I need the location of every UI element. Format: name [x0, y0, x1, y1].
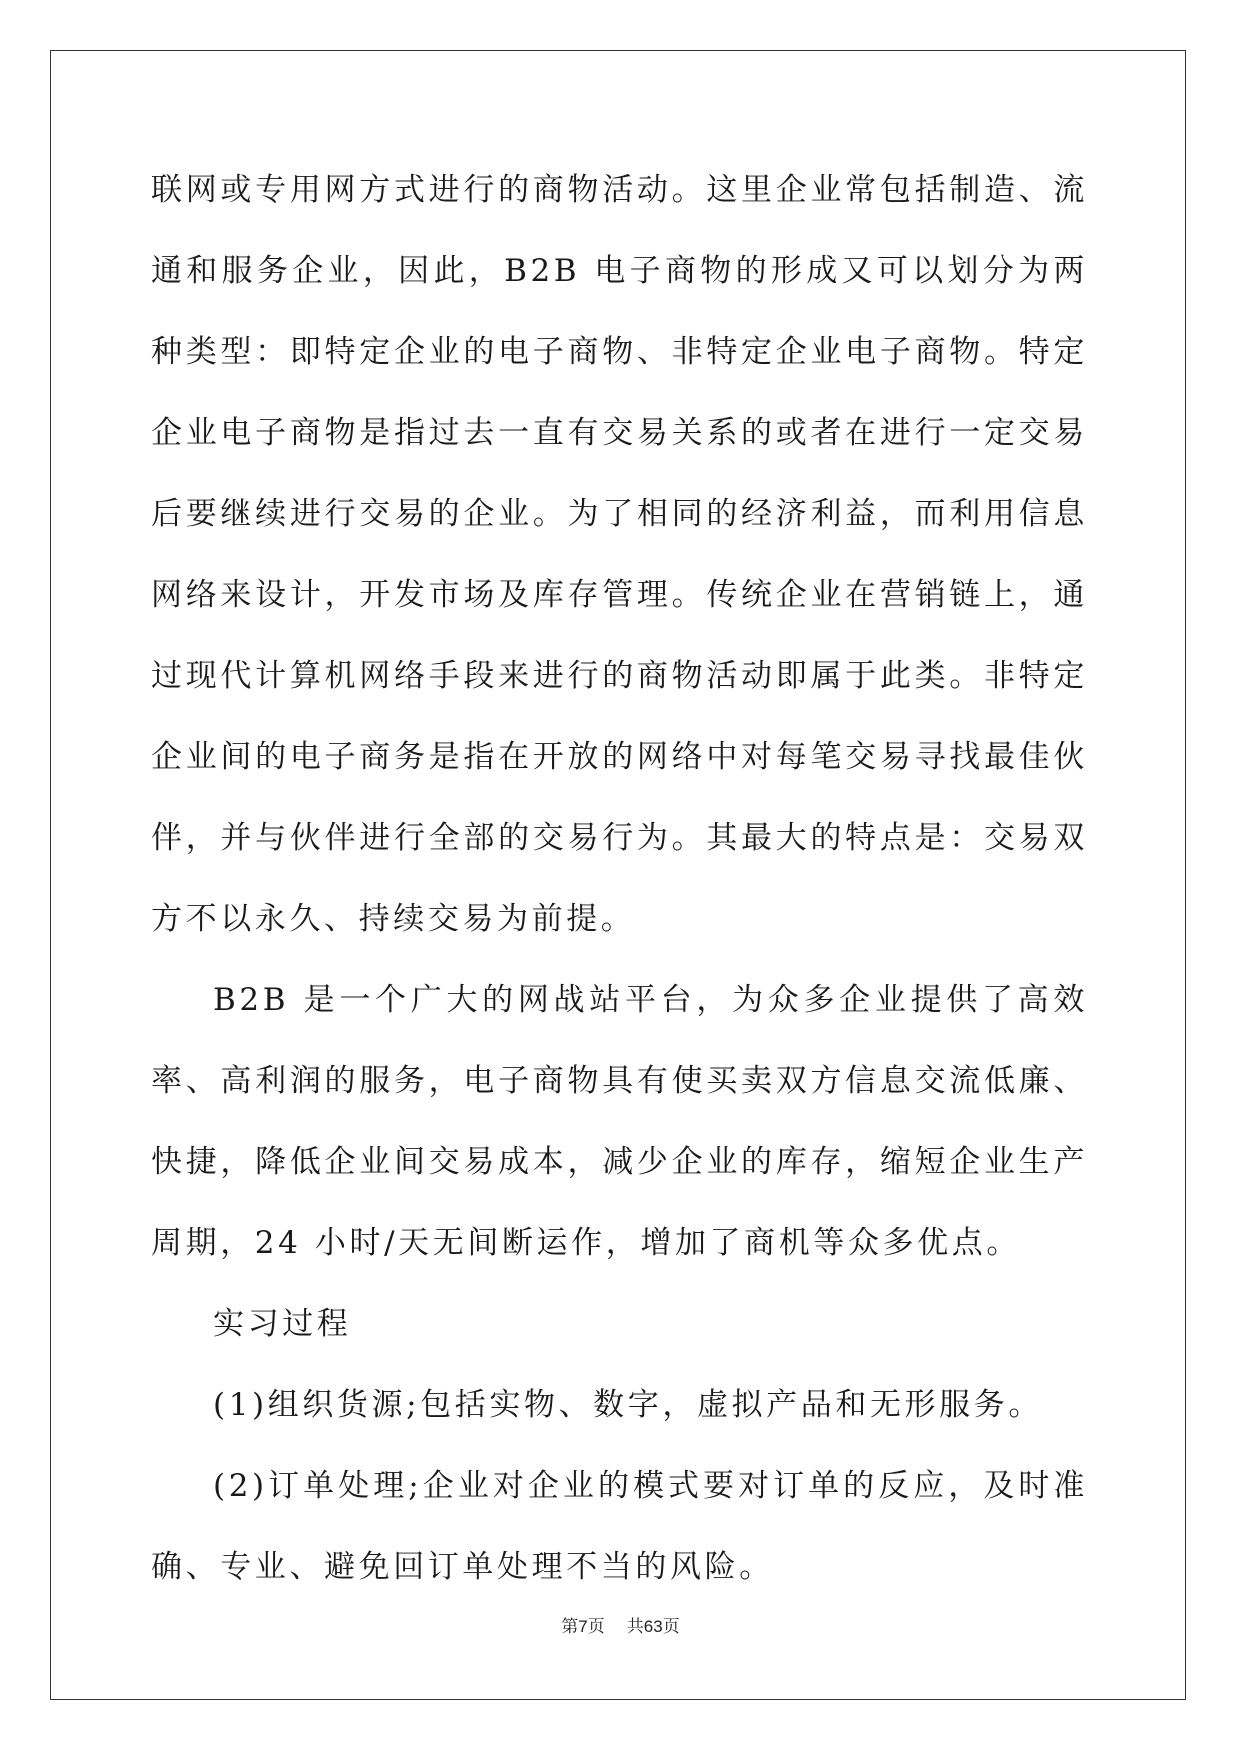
- total-suffix: 页: [662, 1617, 680, 1636]
- total-pages-number: 63: [643, 1617, 663, 1636]
- total-prefix: 共: [626, 1617, 644, 1636]
- page-footer: [0, 1612, 1241, 1637]
- paragraph-2: B2B 是一个广大的网战站平台，为众多企业提供了高效率、高利润的服务，电子商物具有使买卖双方信息交流低廉、快捷，降低企业间交易成本，减少企业的库存，缩短企业生产周期，24 小时/天无间断运作，增加了商机等众多优点。: [151, 982, 1088, 1261]
- section-heading: 实习过程: [213, 1306, 352, 1342]
- page-suffix: 页: [587, 1617, 605, 1636]
- current-page-number: 7: [578, 1617, 588, 1636]
- paragraph-1: 联网或专用网方式进行的商物活动。这里企业常包括制造、流通和服务企业，因此，B2B 电子商物的形成又可以划分为两种类型：即特定企业的电子商物、非特定企业电子商物。特定企业电子商物是指过去一直有交易关系的或者在进行一定交易后要继续进行交易的企业。为了相同的经济利益，而利用信息网络来设计，开发市场及库存管理。传统企业在营销链上，通过现代计算机网络手段来进行的商物活动即属于此类。非特定企业间的电子商务是指在开放的网络中对每笔交易寻找最佳伙伴，并与伙伴进行全部的交易行为。其最大的特点是：交易双方不以永久、持续交易为前提。: [151, 172, 1088, 937]
- page-prefix: 第: [561, 1617, 579, 1636]
- document-body: [151, 150, 1088, 1608]
- list-item-2: (2)订单处理;企业对企业的模式要对订单的反应，及时准确、专业、避免回订单处理不当的风险。: [151, 1468, 1088, 1585]
- list-item-1: (1)组织货源;包括实物、数字，虚拟产品和无形服务。: [213, 1387, 1043, 1423]
